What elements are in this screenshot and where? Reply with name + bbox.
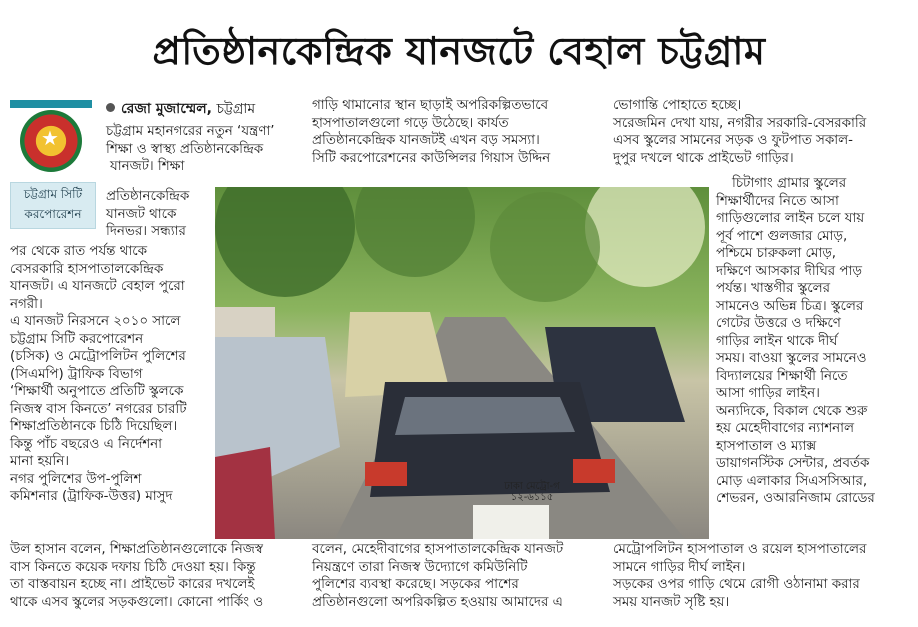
org-label-line: করপোরেশন bbox=[24, 207, 82, 221]
col1-block-d bbox=[10, 541, 263, 611]
text-line: সময়। বাওয়া স্কুলের সামনেও bbox=[716, 351, 867, 366]
text-line: যানজট। শিক্ষা bbox=[110, 159, 185, 174]
text-line: বিদ্যালয়ের শিক্ষার্থী নিতে bbox=[716, 368, 848, 384]
text-line: পূর্ব পাশে গুলজার মোড়, bbox=[716, 228, 848, 244]
text-line: নিজস্ব বাস কিনতে’ নগরের চারটি bbox=[10, 401, 187, 417]
text-line: গাড়ি থামানোর স্থান ছাড়াই অপরিকল্পিতভাবে bbox=[312, 98, 549, 113]
text-line: সিটি করপোরেশনের কাউন্সিলর গিয়াস উদ্দিন bbox=[312, 150, 551, 166]
text-line: প্রতিষ্ঠানগুলো অপরিকল্পিত হওয়ায় আমাদের এ bbox=[312, 594, 563, 610]
text-line: পশ্চিমে চারুকলা মোড়, bbox=[716, 246, 837, 261]
headline: প্রতিষ্ঠানকেন্দ্রিক যানজটে বেহাল চট্টগ্রাম bbox=[152, 29, 766, 73]
col1-block-b bbox=[106, 188, 189, 241]
col3-block-b bbox=[716, 175, 875, 508]
text-line: নিয়ন্ত্রণে তারা নিজস্ব উদ্যোগে কমিউনিটি bbox=[312, 559, 528, 575]
text-line: যানজট। এ যানজটে বেহাল পুরো bbox=[10, 279, 185, 294]
text-line: (সিএমপি) ট্রাফিক বিভাগ bbox=[10, 366, 143, 382]
text-line: শিক্ষাপ্রতিষ্ঠানকে চিঠি দিয়েছিল। bbox=[10, 419, 178, 434]
text-line: এ যানজট নিরসনে ২০১০ সালে bbox=[10, 314, 181, 329]
text-line: শিক্ষার্থীদের নিতে আসা bbox=[716, 193, 839, 209]
text-line: এসব স্কুলের সামনের সড়ক ও ফুটপাত সকাল- bbox=[613, 133, 853, 148]
text-line: ভোগান্তি পোহাতে হচ্ছে। bbox=[613, 98, 742, 113]
text-line: ‘শিক্ষার্থী অনুপাতে প্রতিটি স্কুলকে bbox=[10, 384, 184, 399]
text-line: চট্টগ্রাম মহানগরের নতুন ‘যন্ত্রণা’ bbox=[106, 124, 275, 139]
license-plate bbox=[498, 481, 566, 503]
text-line: গাড়িগুলোর লাইন চলে যায় bbox=[716, 211, 865, 226]
byline bbox=[106, 97, 255, 121]
organization-label bbox=[10, 182, 96, 229]
text-line: প্রতিষ্ঠানকেন্দ্রিক bbox=[106, 189, 190, 204]
text-line: শেভরন, ওআরনিজাম রোডের bbox=[716, 491, 875, 506]
text-line: সরেজমিন দেখা যায়, নগরীর সরকারি-বেসরকারি bbox=[613, 115, 867, 131]
text-line: শিক্ষা ও স্বাস্থ্য প্রতিষ্ঠানকেন্দ্রিক bbox=[106, 141, 264, 157]
text-line: উল হাসান বলেন, শিক্ষাপ্রতিষ্ঠানগুলোকে নিজস্ব bbox=[10, 542, 263, 557]
plate-line: ঢাকা মেট্রো-গ bbox=[504, 481, 560, 492]
col3-block-c bbox=[613, 541, 866, 611]
photo-illustration bbox=[215, 187, 709, 539]
text-line: নগরী। bbox=[10, 296, 43, 312]
text-line: পর্যন্ত। খাস্তগীর স্কুলের bbox=[716, 281, 830, 296]
text-line: দক্ষিণে আসকার দীঘির পাড় bbox=[716, 263, 862, 279]
text-line: প্রতিষ্ঠানকেন্দ্রিক যানজটই এখন বড় সমস্যা। bbox=[312, 133, 540, 148]
col1-block-a bbox=[106, 123, 275, 176]
text-line: পর থেকে রাত পর্যন্ত থাকে bbox=[10, 244, 147, 259]
plate-line: ১২-৬১১৫ bbox=[510, 492, 554, 503]
text-line: চট্টগ্রাম সিটি করপোরেশন bbox=[10, 331, 144, 347]
col2-block-bottom bbox=[312, 541, 563, 611]
text-line: দিনভর। সন্ধ্যার bbox=[106, 224, 186, 239]
text-line: বাস কিনতে কয়েক দফায় চিঠি দেওয়া হয়। কিন্তু bbox=[10, 559, 256, 575]
text-line: গেটের উত্তরে ও দক্ষিণে bbox=[716, 316, 841, 331]
text-line: তা বাস্তবায়ন হচ্ছে না। প্রাইভেট কারের দখলেই bbox=[10, 577, 255, 592]
text-line: বলেন, মেহেদীবাগের হাসপাতালকেন্দ্রিক যানজট bbox=[312, 542, 564, 557]
text-line: কমিশনার (ট্রাফিক-উত্তর) মাসুদ bbox=[10, 489, 173, 504]
traffic-jam-photo bbox=[215, 187, 709, 539]
text-line: অন্যদিকে, বিকাল থেকে শুরু bbox=[716, 403, 868, 419]
col3-block-a bbox=[613, 97, 866, 167]
text-line: সময় যানজট সৃষ্টি হয়। bbox=[613, 594, 730, 610]
text-line: আসা গাড়ির লাইন। bbox=[716, 386, 820, 401]
text-line: মানা হয়নি। bbox=[10, 454, 69, 469]
text-line: সামনেও অভিন্ন চিত্র। স্কুলের bbox=[716, 298, 864, 314]
text-line: ডায়াগনস্টিক সেন্টার, প্রবর্তক bbox=[716, 456, 870, 471]
text-line: (চসিক) ও মেট্রোপলিটন পুলিশের bbox=[10, 349, 186, 364]
accent-bar bbox=[10, 100, 92, 108]
text-line: যানজট থাকে bbox=[106, 206, 177, 222]
text-line: হয় মেহেদীবাগের ন্যাশনাল bbox=[716, 421, 854, 436]
text-line: হাসপাতাল ও ম্যাক্স bbox=[716, 438, 817, 454]
text-line: গাড়ির লাইন থাকে দীর্ঘ bbox=[716, 333, 838, 349]
text-line: সামনে গাড়ির দীর্ঘ লাইন। bbox=[613, 559, 746, 575]
text-line: বেসরকারি হাসপাতালকেন্দ্রিক bbox=[10, 261, 164, 277]
text-line: নগর পুলিশের উপ-পুলিশ bbox=[10, 471, 142, 487]
text-line: সড়কের ওপর গাড়ি থেমে রোগী ওঠানামা করার bbox=[613, 577, 860, 592]
text-line: পুলিশের ব্যবস্থা করেছে। সড়কের পাশের bbox=[312, 577, 519, 592]
text-line: দুপুর দখলে থাকে প্রাইভেট গাড়ির। bbox=[613, 150, 794, 166]
text-line: চিটাগাং গ্রামার স্কুলের bbox=[732, 176, 847, 191]
byline-place: চট্টগ্রাম bbox=[216, 101, 256, 117]
text-line: হাসপাতালগুলো গড়ে উঠেছে। কার্যত bbox=[312, 115, 509, 131]
col1-block-c bbox=[10, 243, 187, 506]
text-line: মোড় এলাকার সিএসসিআর, bbox=[716, 473, 868, 489]
text-line: কিন্তু পাঁচ বছরেও এ নির্দেশনা bbox=[10, 436, 163, 452]
byline-author: রেজা মুজাম্মেল, bbox=[121, 101, 212, 117]
bullet-icon bbox=[106, 103, 115, 112]
org-label-line: চট্টগ্রাম সিটি bbox=[23, 187, 83, 201]
city-corporation-logo: ★ bbox=[20, 110, 82, 172]
text-line: মেট্রোপলিটন হাসপাতাল ও রয়েল হাসপাতালের bbox=[613, 542, 867, 557]
text-line: থাকে এসব স্কুলের সড়কগুলো। কোনো পার্কিং ও bbox=[10, 594, 264, 610]
col2-block-top bbox=[312, 97, 550, 167]
